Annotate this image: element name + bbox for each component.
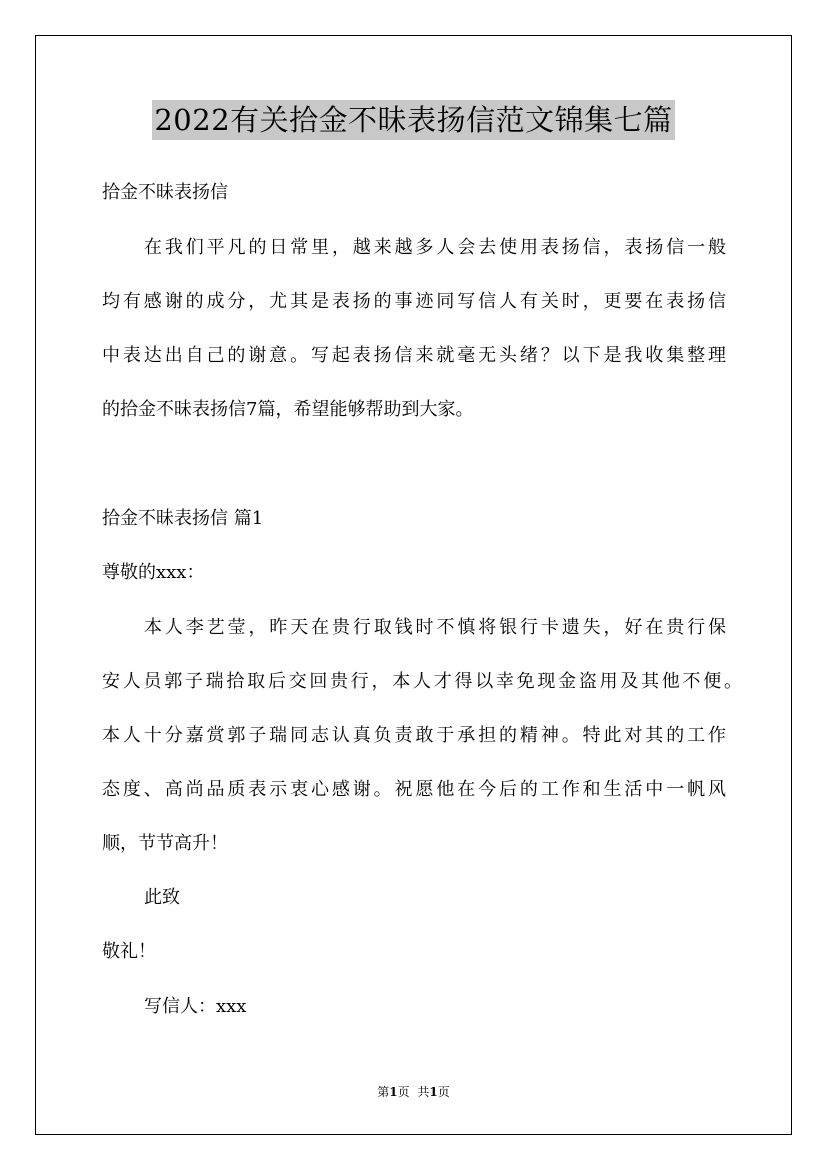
letter-body-line: 安人员郭子瑞拾取后交回贵行，本人才得以幸免现金盗用及其他不便。 [102,671,742,692]
letter-body-line: 顺，节节高升！ [102,833,228,854]
intro-paragraph-line: 的拾金不昧表扬信7篇，希望能够帮助到大家。 [102,399,474,420]
intro-paragraph-line: 在我们平凡的日常里，越来越多人会去使用表扬信，表扬信一般 [144,237,726,258]
letter-signature: 写信人：xxx [144,996,247,1017]
letter-salutation: 尊敬的xxx： [102,562,205,583]
letter-closing-salute: 敬礼！ [102,941,156,962]
footer-page-suffix: 页 [397,1085,410,1099]
page-footer [0,1084,827,1100]
letter-closing: 此致 [144,887,180,908]
title-container [0,100,827,140]
footer-page-prefix: 第 [377,1085,390,1099]
footer-total-pages: 1 [429,1085,438,1099]
document-title: 2022有关拾金不昧表扬信范文锦集七篇 [152,100,674,140]
footer-total-suffix: 页 [437,1085,450,1099]
letter-body-line: 本人李艺莹，昨天在贵行取钱时不慎将银行卡遗失，好在贵行保 [144,617,726,638]
letter-body-line: 本人十分嘉赏郭子瑞同志认真负责敢于承担的精神。特此对其的工作 [102,725,726,746]
footer-page-number: 1 [389,1085,398,1099]
section-heading: 拾金不昧表扬信 [102,182,228,203]
intro-paragraph-line: 中表达出自己的谢意。写起表扬信来就毫无头绪？以下是我收集整理 [102,345,726,366]
letter-body-line: 态度、高尚品质表示衷心感谢。祝愿他在今后的工作和生活中一帆风 [102,779,726,800]
intro-paragraph-line: 均有感谢的成分，尤其是表扬的事迹同写信人有关时，更要在表扬信 [102,291,726,312]
letter-heading: 拾金不昧表扬信 篇1 [102,508,264,529]
footer-total-prefix: 共 [417,1085,430,1099]
